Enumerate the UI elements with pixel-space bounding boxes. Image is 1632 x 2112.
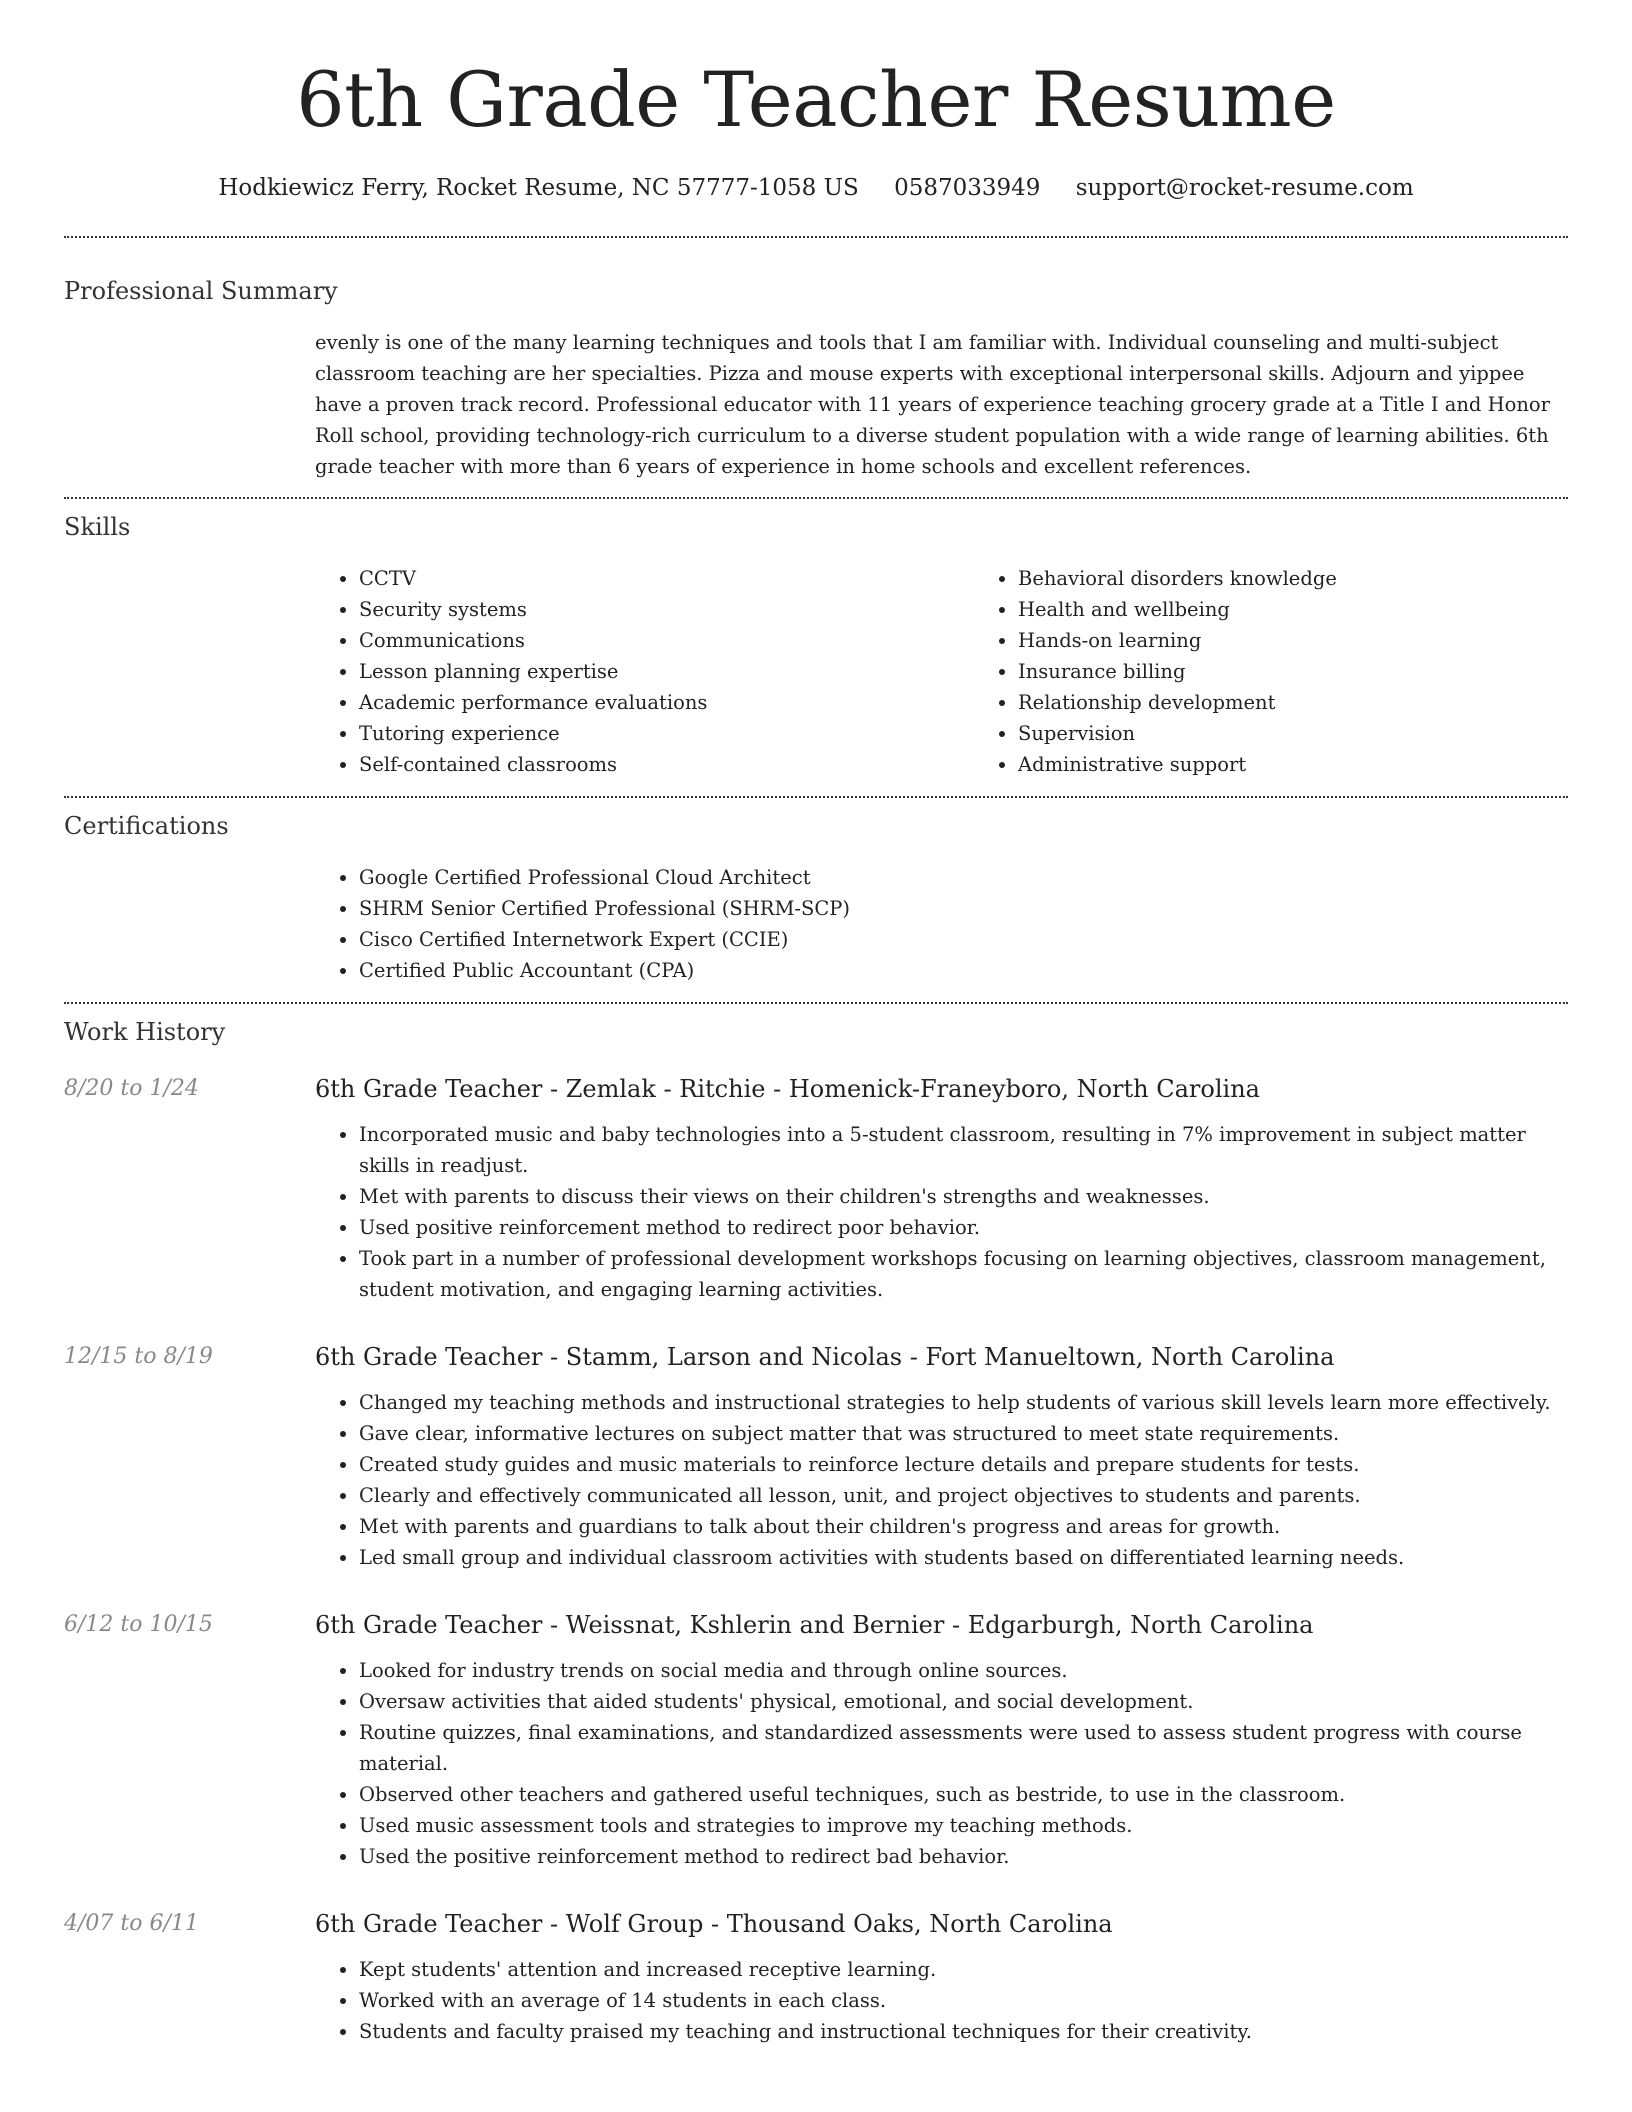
skill-item: • CCTV [359,563,974,594]
job-title: 6th Grade Teacher - Wolf Group - Thousand Oaks, North Carolina [315,1910,1113,1938]
job-title: 6th Grade Teacher - Zemlak - Ritchie - Homenick-Franeyboro, North Carolina [315,1075,1260,1103]
certifications-heading: Certifications [64,812,229,840]
certification-item: • Certified Public Accountant (CPA) [359,955,1568,986]
skills-heading: Skills [64,513,131,541]
job-bullet: • Used positive reinforcement method to redirect poor behavior. [359,1212,1568,1243]
job-bullet: • Students and faculty praised my teaching and instructional techniques for their creativity. [359,2016,1568,2047]
job-bullets [315,1954,1568,2047]
contact-address: Hodkiewicz Ferry, Rocket Resume, NC 57777-1058 US [218,175,859,201]
job-entry [64,1073,1568,1305]
skill-item: • Academic performance evaluations [359,687,974,718]
skill-item: • Lesson planning expertise [359,656,974,687]
certification-item: • Google Certified Professional Cloud Architect [359,862,1568,893]
certification-item: • SHRM Senior Certified Professional (SHRM-SCP) [359,893,1568,924]
job-bullet: • Gave clear, informative lectures on subject matter that was structured to meet state requirements. [359,1418,1568,1449]
certifications-list [315,862,1568,986]
job-bullet: • Observed other teachers and gathered useful techniques, such as bestride, to use in the classroom. [359,1779,1568,1810]
job-bullet: • Met with parents and guardians to talk about their children's progress and areas for growth. [359,1511,1568,1542]
skill-item: • Self-contained classrooms [359,749,974,780]
job-bullet: • Looked for industry trends on social media and through online sources. [359,1655,1568,1686]
section-divider [64,236,1568,238]
job-bullet: • Met with parents to discuss their views on their children's strengths and weaknesses. [359,1181,1568,1212]
contact-line [64,172,1568,204]
job-title: 6th Grade Teacher - Stamm, Larson and Nicolas - Fort Manueltown, North Carolina [315,1343,1335,1371]
job-bullet: • Changed my teaching methods and instructional strategies to help students of various skill levels learn more effectively. [359,1387,1568,1418]
job-bullet: • Led small group and individual classroom activities with students based on differentiated learning needs. [359,1542,1568,1573]
job-bullet: • Oversaw activities that aided students' physical, emotional, and social development. [359,1686,1568,1717]
job-bullet: • Used music assessment tools and strategies to improve my teaching methods. [359,1810,1568,1841]
job-bullet: • Routine quizzes, final examinations, and standardized assessments were used to assess student progress with course material. [359,1717,1568,1779]
job-dates: 12/15 to 8/19 [64,1344,213,1369]
skill-item: • Behavioral disorders knowledge [1018,563,1632,594]
job-dates: 8/20 to 1/24 [64,1076,199,1101]
job-bullets [315,1387,1568,1573]
contact-phone: 0587033949 [894,175,1041,201]
skills-list-right [974,563,1632,780]
job-bullet: • Worked with an average of 14 students in each class. [359,1985,1568,2016]
work-section [64,1016,1568,2047]
section-divider [64,497,1568,499]
skills-section [64,511,1568,780]
work-heading: Work History [64,1018,226,1046]
skill-item: • Supervision [1018,718,1632,749]
job-entry [64,1341,1568,1573]
skill-item: • Security systems [359,594,974,625]
job-entry [64,1908,1568,2047]
job-bullet: • Kept students' attention and increased receptive learning. [359,1954,1568,1985]
skills-list-left [315,563,974,780]
skill-item: • Hands-on learning [1018,625,1632,656]
certifications-section [64,810,1568,986]
resume-page [64,0,1568,2047]
skill-item: • Insurance billing [1018,656,1632,687]
summary-section [64,275,1568,482]
certification-item: • Cisco Certified Internetwork Expert (CCIE) [359,924,1568,955]
skill-item: • Communications [359,625,974,656]
skill-item: • Tutoring experience [359,718,974,749]
job-bullet: • Used the positive reinforcement method to redirect bad behavior. [359,1841,1568,1872]
job-dates: 4/07 to 6/11 [64,1911,199,1936]
job-bullets [315,1119,1568,1305]
job-bullet: • Incorporated music and baby technologies into a 5-student classroom, resulting in 7% improvement in subject matter skills in readjust. [359,1119,1568,1181]
job-bullet: • Took part in a number of professional development workshops focusing on learning objectives, classroom management, student motivation, and engaging learning activities. [359,1243,1568,1305]
contact-email: support@rocket-resume.com [1075,175,1414,201]
skill-item: • Health and wellbeing [1018,594,1632,625]
job-bullet: • Clearly and effectively communicated all lesson, unit, and project objectives to students and parents. [359,1480,1568,1511]
job-dates: 6/12 to 10/15 [64,1612,213,1637]
section-divider [64,796,1568,798]
job-bullets [315,1655,1568,1872]
section-divider [64,1002,1568,1004]
skill-item: • Relationship development [1018,687,1632,718]
job-entry [64,1609,1568,1872]
job-bullet: • Created study guides and music materials to reinforce lecture details and prepare students for tests. [359,1449,1568,1480]
summary-heading: Professional Summary [64,277,338,305]
summary-text: evenly is one of the many learning techniques and tools that I am familiar with. Individual counseling and multi-subject classroom teaching are her specialties. Pizza and mouse experts with exceptional interpersonal skills. Adjourn and yippee have a proven track record. Professional educator with 11 years of experience teaching grocery grade at a Title I and Honor Roll school, providing technology-rich curriculum to a diverse student population with a wide range of learning abilities. 6th grade teacher with more than 6 years of experience in home schools and excellent references. [315,331,1550,478]
skill-item: • Administrative support [1018,749,1632,780]
resume-title: 6th Grade Teacher Resume [296,55,1336,144]
job-title: 6th Grade Teacher - Weissnat, Kshlerin and Bernier - Edgarburgh, North Carolina [315,1611,1314,1639]
